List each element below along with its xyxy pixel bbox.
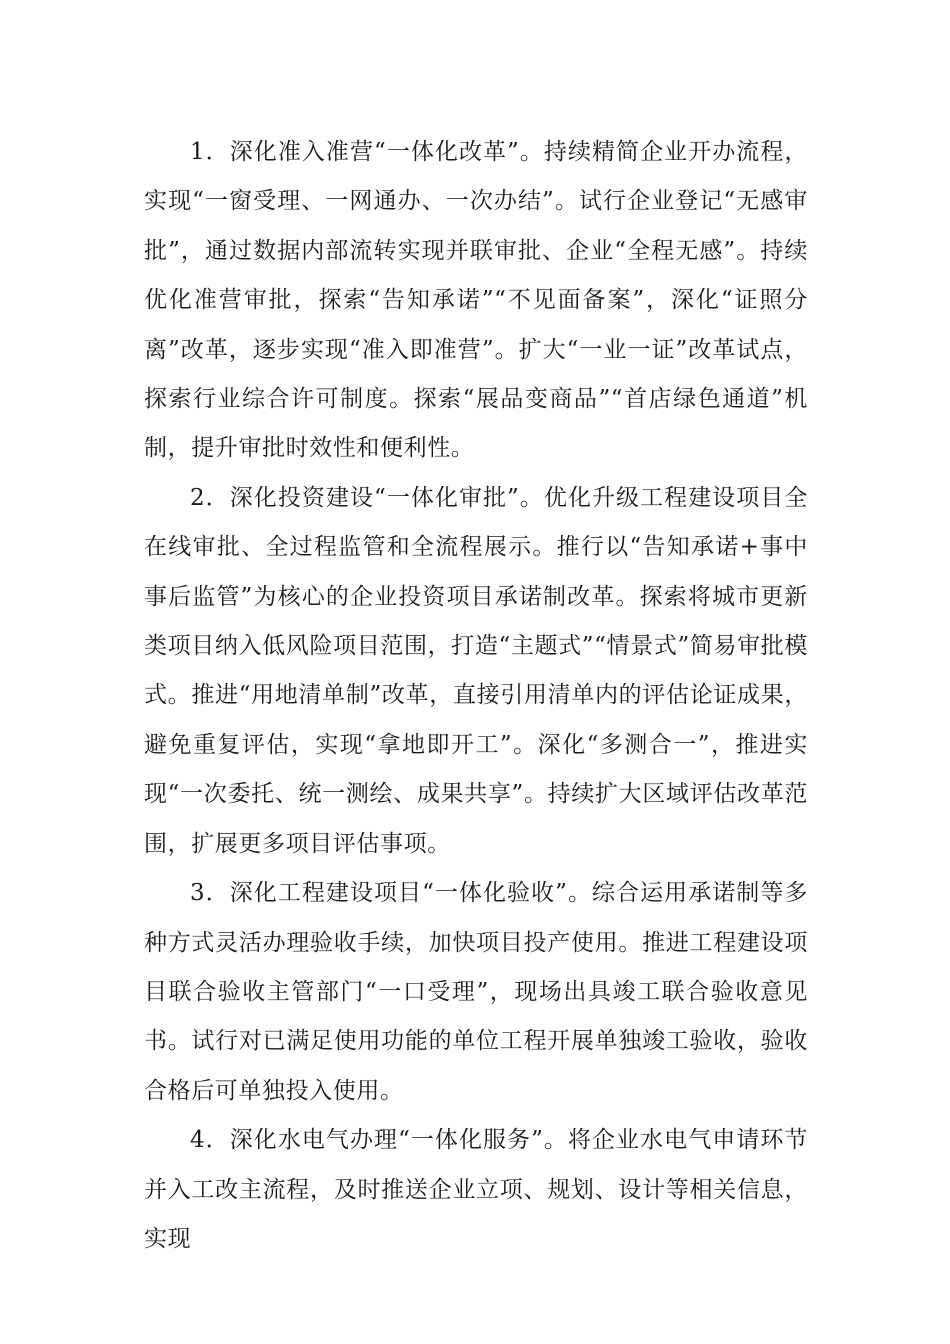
paragraph-1: 1．深化准入准营“一体化改革”。持续精简企业开办流程，实现“一窗受理、一网通办、一次办结”。试行企业登记“无感审批”，通过数据内部流转实现并联审批、企业“全程无感”。持续优化准营审批，探索“告知承诺”“不见面备案”，深化“证照分离”改革，逐步实现“准入即准营”。扩大“一业一证”改革试点，探索行业综合许可制度。探索“展品变商品”“首店绿色通道”机制，提升审批时效性和便利性。 [144,139,808,462]
paragraph-4: 4．深化水电气办理“一体化服务”。将企业水电气申请环节并入工改主流程，及时推送企业立项、规划、设计等相关信息，实现 [144,1127,808,1252]
paragraph-2: 2．深化投资建设“一体化审批”。优化升级工程建设项目全在线审批、全过程监管和全流程展示。推行以“告知承诺+事中事后监管”为核心的企业投资项目承诺制改革。探索将城市更新类项目纳入低风险项目范围，打造“主题式”“情景式”简易审批模式。推进“用地清单制”改革，直接引用清单内的评估论证成果，避免重复评估，实现“拿地即开工”。深化“多测合一”，推进实现“一次委托、统一测绘、成果共享”。持续扩大区域评估改革范围，扩展更多项目评估事项。 [144,484,808,857]
paragraph-3: 3．深化工程建设项目“一体化验收”。综合运用承诺制等多种方式灵活办理验收手续，加快项目投产使用。推进工程建设项目联合验收主管部门“一口受理”，现场出具竣工联合验收意见书。试行对已满足使用功能的单位工程开展单独竣工验收，验收合格后可单独投入使用。 [144,880,808,1104]
document-body [144,128,808,1264]
